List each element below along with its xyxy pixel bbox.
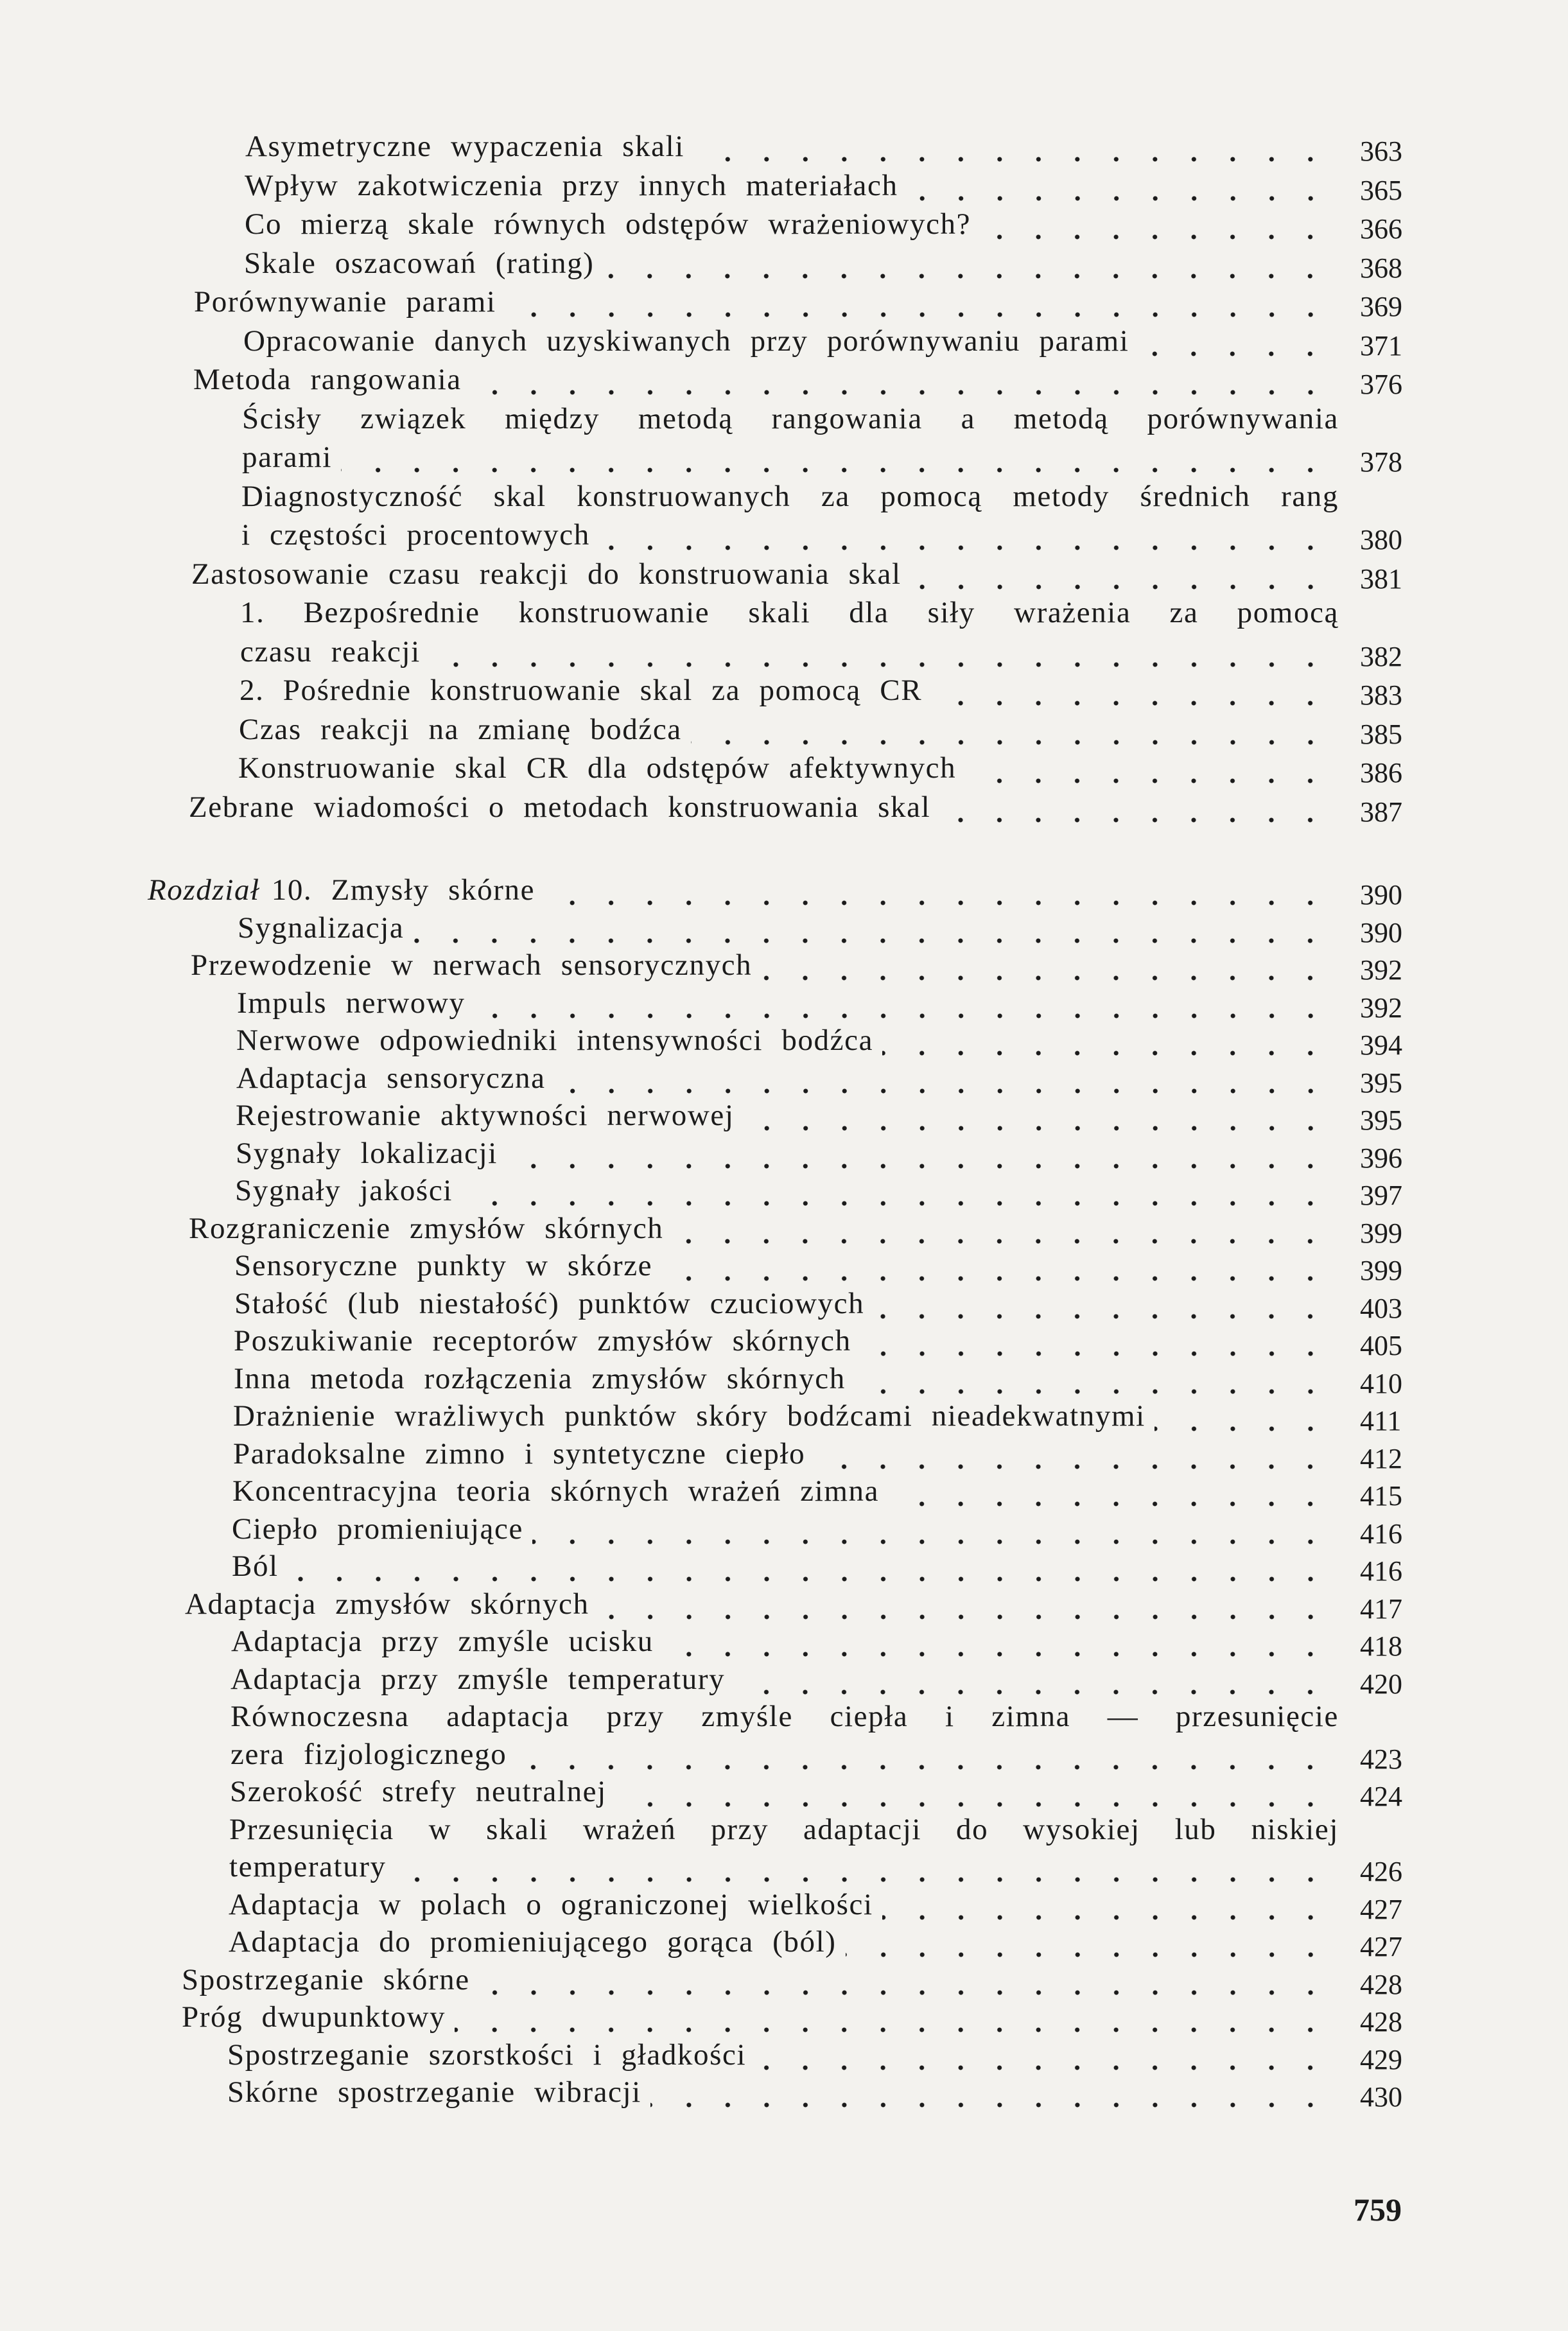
- chapter-label: Rozdział: [148, 873, 260, 907]
- toc-line: [236, 1021, 1339, 1060]
- toc-line: [245, 205, 1339, 243]
- entry-page: 396: [1360, 1142, 1402, 1174]
- entry-title: Adaptacja przy zmyśle ucisku: [231, 1625, 654, 1658]
- dot-leader: [882, 1021, 1335, 1060]
- dot-leader: [396, 1847, 1335, 1886]
- entry-title: Adaptacja do promieniującego gorąca (ból): [229, 1925, 837, 1959]
- dot-leader: [616, 1772, 1335, 1811]
- dot-leader: [939, 788, 1335, 826]
- toc-line: [232, 1472, 1339, 1510]
- entry-page: 429: [1360, 2043, 1402, 2075]
- entry-page: 363: [1360, 135, 1402, 167]
- entry-page: 383: [1360, 679, 1402, 711]
- entry-page: 426: [1360, 1856, 1402, 1887]
- toc-line: [242, 438, 1339, 476]
- toc-line: [245, 127, 1339, 166]
- entry-title: Sensoryczne punkty w skórze: [234, 1249, 653, 1282]
- dot-leader: [672, 1209, 1335, 1248]
- dot-leader: [873, 1284, 1335, 1323]
- entry-title: 1. Bezpośrednie konstruowanie skali dla siły wrażenia za pomocą: [240, 596, 1339, 629]
- dot-leader: [663, 1622, 1335, 1661]
- entry-page: 386: [1360, 757, 1402, 789]
- toc-line: [240, 593, 1339, 632]
- entry-title: Wpływ zakotwiczenia przy innych materiałach: [245, 168, 898, 202]
- dot-leader: [507, 1134, 1335, 1173]
- entry-title: Diagnostyczność skal konstruowanych za pomocą metody średnich rang: [241, 479, 1339, 513]
- entry-title: Szerokość strefy neutralnej: [230, 1775, 607, 1808]
- dot-leader: [650, 2073, 1335, 2111]
- entry-page: 395: [1360, 1067, 1402, 1099]
- toc-line: [231, 1660, 1339, 1698]
- toc-line: [148, 871, 1339, 909]
- entry-title: Inna metoda rozłączenia zmysłów skórnych: [234, 1361, 846, 1395]
- entry-title: Zastosowanie czasu reakcji do konstruowania skal: [191, 557, 902, 591]
- toc-line: [227, 2073, 1339, 2111]
- dot-leader: [661, 1246, 1335, 1285]
- toc-line: [234, 1246, 1339, 1285]
- dot-leader: [455, 1998, 1335, 2036]
- entry-title: Przewodzenie w nerwach sensorycznych: [191, 948, 753, 982]
- toc-line: [236, 1059, 1339, 1097]
- entry-title: Rozgraniczenie zmysłów skórnych: [189, 1211, 664, 1245]
- entry-page: 366: [1360, 213, 1402, 245]
- entry-page: 378: [1360, 446, 1402, 478]
- entry-title: Co mierzą skale równych odstępów wrażeniowych?: [245, 207, 971, 241]
- entry-page: 376: [1360, 369, 1402, 400]
- entry-page: 395: [1360, 1104, 1402, 1136]
- entry-page: 368: [1360, 252, 1402, 284]
- entry-page: 428: [1360, 2006, 1402, 2038]
- entry-title: Paradoksalne zimno i syntetyczne ciepło: [233, 1436, 806, 1471]
- toc-line: [231, 1697, 1339, 1736]
- entry-title: Rejestrowanie aktywności nerwowej: [236, 1099, 735, 1132]
- entry-page: 416: [1360, 1517, 1402, 1550]
- toc-line: [229, 1885, 1339, 1924]
- entry-page: 397: [1360, 1180, 1402, 1211]
- dot-leader: [931, 671, 1335, 710]
- entry-page: 405: [1360, 1330, 1402, 1361]
- entry-page: 392: [1360, 991, 1402, 1024]
- entry-page: 415: [1360, 1480, 1402, 1512]
- entry-title: Impuls nerwowy: [237, 986, 466, 1020]
- dot-leader: [814, 1435, 1335, 1473]
- entry-page: 371: [1360, 329, 1402, 362]
- entry-title: Adaptacja przy zmyśle temperatury: [231, 1662, 726, 1696]
- toc-line: [182, 1960, 1339, 1999]
- entry-title: Sygnały jakości: [235, 1174, 453, 1207]
- toc-line: [235, 1171, 1339, 1210]
- entry-page: 385: [1360, 718, 1402, 750]
- toc-line: [194, 283, 1339, 321]
- toc-line: [238, 749, 1339, 787]
- entry-page: 427: [1360, 1893, 1402, 1925]
- dot-leader: [341, 438, 1335, 476]
- dot-leader: [855, 1359, 1335, 1398]
- dot-leader: [882, 1885, 1335, 1924]
- dot-leader: [1154, 1397, 1335, 1435]
- entry-title: Sygnały lokalizacji: [236, 1136, 498, 1170]
- entry-title: Asymetryczne wypaczenia skali: [245, 130, 684, 163]
- toc-line: [243, 322, 1339, 360]
- dot-leader: [846, 1923, 1335, 1961]
- entry-page: 382: [1360, 640, 1402, 672]
- entry-title: Zebrane wiadomości o metodach konstruowania skal: [189, 790, 931, 824]
- toc-line: [185, 1585, 1339, 1623]
- dot-leader: [907, 166, 1335, 205]
- toc-line: [182, 1998, 1339, 2036]
- dot-leader: [430, 633, 1335, 671]
- entry-page: 387: [1360, 796, 1402, 828]
- entry-title: 2. Pośrednie konstruowanie skal za pomocą CR: [240, 674, 923, 707]
- toc-line: [229, 1847, 1339, 1886]
- entry-title: Drażnienie wrażliwych punktów skóry bodźcami nieadekwatnymi: [233, 1399, 1146, 1433]
- entry-title: Równoczesna adaptacja przy zmyśle ciepła i zimna — przesunięcie: [231, 1700, 1339, 1733]
- toc-line: [242, 399, 1339, 438]
- toc-line: [240, 671, 1339, 710]
- dot-leader: [505, 283, 1335, 321]
- entry-title-continued: temperatury: [229, 1850, 387, 1883]
- toc-line: [231, 1622, 1339, 1661]
- entry-title: Próg dwupunktowy: [182, 2000, 446, 2034]
- entry-page: 381: [1360, 563, 1402, 595]
- entry-title: Czas reakcji na zmianę bodźca: [239, 712, 682, 746]
- entry-page: 369: [1360, 291, 1402, 322]
- toc-line: [233, 1397, 1339, 1435]
- entry-page: 428: [1360, 1968, 1402, 2000]
- entry-title-continued: parami: [242, 441, 333, 474]
- entry-title: Sygnalizacja: [238, 911, 405, 945]
- toc-line: [233, 1435, 1339, 1473]
- entry-title: Ciepło promieniujące: [232, 1512, 523, 1546]
- dot-leader: [755, 2036, 1335, 2074]
- entry-title: Metoda rangowania: [193, 363, 462, 396]
- toc-line: [239, 710, 1339, 749]
- dot-leader: [603, 244, 1335, 283]
- dot-leader: [544, 871, 1335, 909]
- toc-line: [234, 1284, 1339, 1323]
- entry-page: 394: [1360, 1029, 1402, 1061]
- dot-leader: [965, 749, 1335, 787]
- toc-line: [189, 1209, 1339, 1248]
- toc-line: [241, 516, 1339, 554]
- entry-page: 424: [1360, 1781, 1402, 1812]
- entry-title-continued: i częstości procentowych: [241, 518, 590, 552]
- dot-leader: [980, 205, 1335, 243]
- entry-title: Ból: [232, 1550, 279, 1583]
- entry-title: Adaptacja zmysłów skórnych: [185, 1587, 589, 1621]
- toc-line: [232, 1510, 1339, 1548]
- entry-page: 423: [1360, 1743, 1402, 1775]
- toc-line: [234, 1322, 1339, 1360]
- toc-line: [230, 1772, 1339, 1811]
- dot-leader: [691, 710, 1335, 749]
- entry-title: Adaptacja w polach o ograniczonej wielkości: [229, 1887, 873, 1921]
- toc-line: [189, 788, 1339, 826]
- entry-page: 390: [1360, 916, 1402, 948]
- entry-title: Spostrzeganie skórne: [182, 1962, 470, 1996]
- dot-leader: [734, 1660, 1335, 1698]
- entry-title: Skórne spostrzeganie wibracji: [227, 2075, 641, 2109]
- dot-leader: [693, 127, 1335, 166]
- dot-leader: [475, 984, 1335, 1022]
- dot-leader: [744, 1096, 1335, 1135]
- entry-title: Przesunięcia w skali wrażeń przy adaptacji do wysokiej lub niskiej: [229, 1812, 1339, 1846]
- entry-title: Porównywanie parami: [194, 285, 496, 319]
- entry-title: Spostrzeganie szorstkości i gładkości: [227, 2038, 747, 2072]
- entry-title: Adaptacja sensoryczna: [236, 1061, 546, 1095]
- entry-page: 365: [1360, 174, 1402, 206]
- toc-line: [238, 909, 1339, 947]
- dot-leader: [761, 946, 1335, 984]
- dot-leader: [462, 1171, 1335, 1210]
- toc-line: [237, 984, 1339, 1022]
- dot-leader: [413, 909, 1335, 947]
- toc-line: [244, 244, 1339, 283]
- dot-leader: [516, 1735, 1335, 1774]
- chapter-page: 390: [1360, 879, 1402, 911]
- toc-line: [241, 477, 1339, 516]
- entry-page: 416: [1360, 1555, 1402, 1587]
- dot-leader: [598, 1585, 1335, 1623]
- toc-line: [227, 2036, 1339, 2074]
- entry-page: 430: [1360, 2081, 1402, 2113]
- dot-leader: [471, 360, 1335, 399]
- entry-page: 392: [1360, 954, 1402, 986]
- chapter-title: 10. Zmysły skórne: [271, 873, 536, 907]
- dot-leader: [532, 1510, 1335, 1548]
- page-number: 759: [1354, 2192, 1402, 2228]
- toc-line: [245, 166, 1339, 205]
- dot-leader: [860, 1322, 1335, 1360]
- entry-page: 399: [1360, 1255, 1402, 1286]
- dot-leader: [910, 555, 1335, 593]
- entry-title: Poszukiwanie receptorów zmysłów skórnych: [234, 1324, 851, 1358]
- dot-leader: [479, 1960, 1335, 1999]
- entry-title-continued: zera fizjologicznego: [231, 1737, 507, 1771]
- entry-title: Nerwowe odpowiedniki intensywności bodźca: [236, 1024, 874, 1057]
- entry-page: 410: [1360, 1367, 1402, 1399]
- entry-page: 399: [1360, 1217, 1402, 1249]
- toc-line: [236, 1096, 1339, 1135]
- dot-leader: [888, 1472, 1335, 1510]
- toc-line: [191, 946, 1339, 984]
- entry-page: 411: [1360, 1405, 1402, 1436]
- entry-title: Stałość (lub niestałość) punktów czuciowych: [234, 1286, 865, 1320]
- entry-page: 417: [1360, 1593, 1402, 1625]
- entry-page: 380: [1360, 524, 1402, 555]
- toc-line: [234, 1359, 1339, 1398]
- toc-line: [231, 1735, 1339, 1774]
- toc-line: [193, 360, 1339, 399]
- dot-leader: [288, 1547, 1335, 1585]
- dot-leader: [1138, 322, 1335, 360]
- entry-page: 403: [1360, 1292, 1402, 1324]
- toc-line: [236, 1134, 1339, 1173]
- dot-leader: [599, 516, 1335, 554]
- entry-title: Ścisły związek między metodą rangowania a metodą porównywania: [242, 401, 1339, 435]
- toc-line: [229, 1923, 1339, 1961]
- toc-line: [240, 633, 1339, 671]
- entry-page: 418: [1360, 1630, 1402, 1662]
- entry-page: 427: [1360, 1931, 1402, 1962]
- entry-title-continued: czasu reakcji: [240, 634, 421, 668]
- toc-line: [232, 1547, 1339, 1585]
- toc-line: [229, 1810, 1339, 1849]
- entry-title: Skale oszacowań (rating): [244, 246, 595, 280]
- dot-leader: [555, 1059, 1335, 1097]
- entry-title: Koncentracyjna teoria skórnych wrażeń zimna: [232, 1474, 880, 1508]
- entry-title: Konstruowanie skal CR dla odstępów afektywnych: [238, 751, 957, 785]
- entry-page: 420: [1360, 1668, 1402, 1700]
- entry-title: Opracowanie danych uzyskiwanych przy porównywaniu parami: [243, 324, 1129, 358]
- entry-page: 412: [1360, 1442, 1402, 1474]
- toc-line: [191, 555, 1339, 593]
